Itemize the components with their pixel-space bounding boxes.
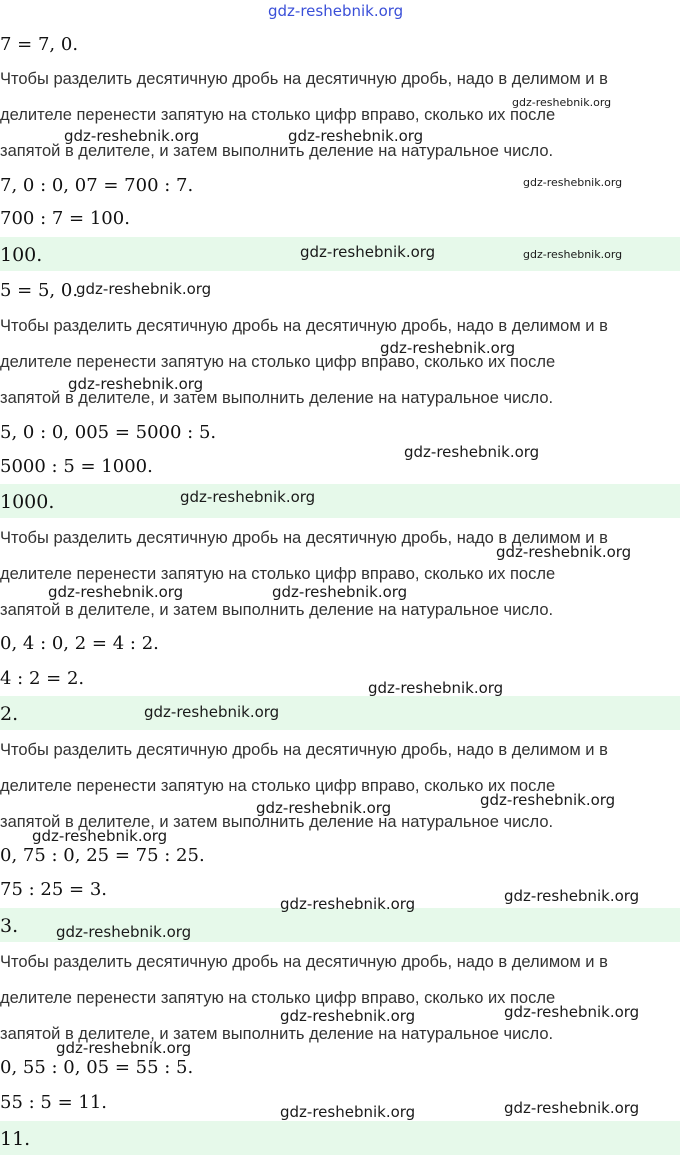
answer-value: 11. bbox=[0, 1128, 31, 1150]
rule-line-1: Чтобы разделить десятичную дробь на десятичную дробь, надо в делимом и в bbox=[0, 529, 608, 547]
answer-box bbox=[0, 696, 680, 730]
watermark: gdz-reshebnik.org bbox=[523, 176, 623, 189]
rule-line-2: делителе перенести запятую на столько цифр вправо, сколько их после bbox=[0, 353, 556, 371]
rule-line-1: Чтобы разделить десятичную дробь на десятичную дробь, надо в делимом и в bbox=[0, 953, 608, 971]
answer-value: 100. bbox=[0, 244, 43, 266]
watermark: gdz-reshebnik.org bbox=[48, 583, 184, 601]
answer-value: 2. bbox=[0, 703, 19, 725]
watermark: gdz-reshebnik.org bbox=[68, 375, 204, 393]
rule-line-2: делителе перенести запятую на столько цифр вправо, сколько их после bbox=[0, 565, 556, 583]
step-line-1: 7, 0 : 0, 07 = 700 : 7. bbox=[0, 175, 194, 196]
watermark: gdz-reshebnik.org bbox=[523, 248, 623, 261]
step-line-1: 0, 55 : 0, 05 = 55 : 5. bbox=[0, 1057, 194, 1078]
answer-value: 1000. bbox=[0, 491, 55, 513]
rule-line-2: делителе перенести запятую на столько цифр вправо, сколько их после bbox=[0, 777, 556, 795]
rule-line-1: Чтобы разделить десятичную дробь на десятичную дробь, надо в делимом и в bbox=[0, 317, 608, 335]
watermark: gdz-reshebnik.org bbox=[504, 887, 640, 905]
step-line-1: 0, 75 : 0, 25 = 75 : 25. bbox=[0, 845, 205, 866]
watermark: gdz-reshebnik.org bbox=[76, 280, 212, 298]
rule-line-3: запятой в делителе, и затем выполнить деление на натуральное число. bbox=[0, 142, 554, 160]
rule-line-1: Чтобы разделить десятичную дробь на десятичную дробь, надо в делимом и в bbox=[0, 741, 608, 759]
watermark: gdz-reshebnik.org bbox=[144, 703, 280, 721]
conversion-line: 7 = 7, 0. bbox=[0, 34, 79, 55]
rule-line-1: Чтобы разделить десятичную дробь на десятичную дробь, надо в делимом и в bbox=[0, 70, 608, 88]
rule-line-3: запятой в делителе, и затем выполнить деление на натуральное число. bbox=[0, 813, 554, 831]
step-line-2: 5000 : 5 = 1000. bbox=[0, 456, 153, 477]
rule-line-3: запятой в делителе, и затем выполнить деление на натуральное число. bbox=[0, 1025, 554, 1043]
watermark: gdz-reshebnik.org bbox=[32, 827, 168, 845]
step-line-1: 0, 4 : 0, 2 = 4 : 2. bbox=[0, 633, 159, 654]
watermark: gdz-reshebnik.org bbox=[56, 1039, 192, 1057]
rule-line-3: запятой в делителе, и затем выполнить деление на натуральное число. bbox=[0, 601, 554, 619]
step-line-2: 700 : 7 = 100. bbox=[0, 208, 130, 229]
watermark: gdz-reshebnik.org bbox=[180, 488, 316, 506]
header-watermark[interactable]: gdz-reshebnik.org bbox=[268, 2, 404, 20]
step-line-1: 5, 0 : 0, 005 = 5000 : 5. bbox=[0, 422, 217, 443]
watermark: gdz-reshebnik.org bbox=[256, 799, 392, 817]
step-line-2: 75 : 25 = 3. bbox=[0, 879, 108, 900]
step-line-2: 4 : 2 = 2. bbox=[0, 668, 85, 689]
answer-value: 3. bbox=[0, 915, 19, 937]
watermark: gdz-reshebnik.org bbox=[504, 1099, 640, 1117]
step-line-2: 55 : 5 = 11. bbox=[0, 1092, 108, 1113]
watermark: gdz-reshebnik.org bbox=[280, 1007, 416, 1025]
watermark: gdz-reshebnik.org bbox=[368, 679, 504, 697]
watermark: gdz-reshebnik.org bbox=[480, 791, 616, 809]
rule-line-2: делителе перенести запятую на столько цифр вправо, сколько их после bbox=[0, 989, 556, 1007]
watermark: gdz-reshebnik.org bbox=[280, 1103, 416, 1121]
watermark: gdz-reshebnik.org bbox=[404, 443, 540, 461]
answer-box bbox=[0, 484, 680, 518]
watermark: gdz-reshebnik.org bbox=[64, 127, 200, 145]
watermark: gdz-reshebnik.org bbox=[272, 583, 408, 601]
answer-box bbox=[0, 1121, 680, 1155]
watermark: gdz-reshebnik.org bbox=[56, 923, 192, 941]
watermark: gdz-reshebnik.org bbox=[496, 543, 632, 561]
watermark: gdz-reshebnik.org bbox=[504, 1003, 640, 1021]
watermark: gdz-reshebnik.org bbox=[300, 243, 436, 261]
conversion-line: 5 = 5, 0. bbox=[0, 280, 79, 301]
watermark: gdz-reshebnik.org bbox=[280, 895, 416, 913]
watermark: gdz-reshebnik.org bbox=[288, 127, 424, 145]
rule-line-2: делителе перенести запятую на столько цифр вправо, сколько их после bbox=[0, 106, 556, 124]
rule-line-3: запятой в делителе, и затем выполнить деление на натуральное число. bbox=[0, 389, 554, 407]
watermark: gdz-reshebnik.org bbox=[380, 339, 516, 357]
watermark: gdz-reshebnik.org bbox=[512, 96, 612, 109]
